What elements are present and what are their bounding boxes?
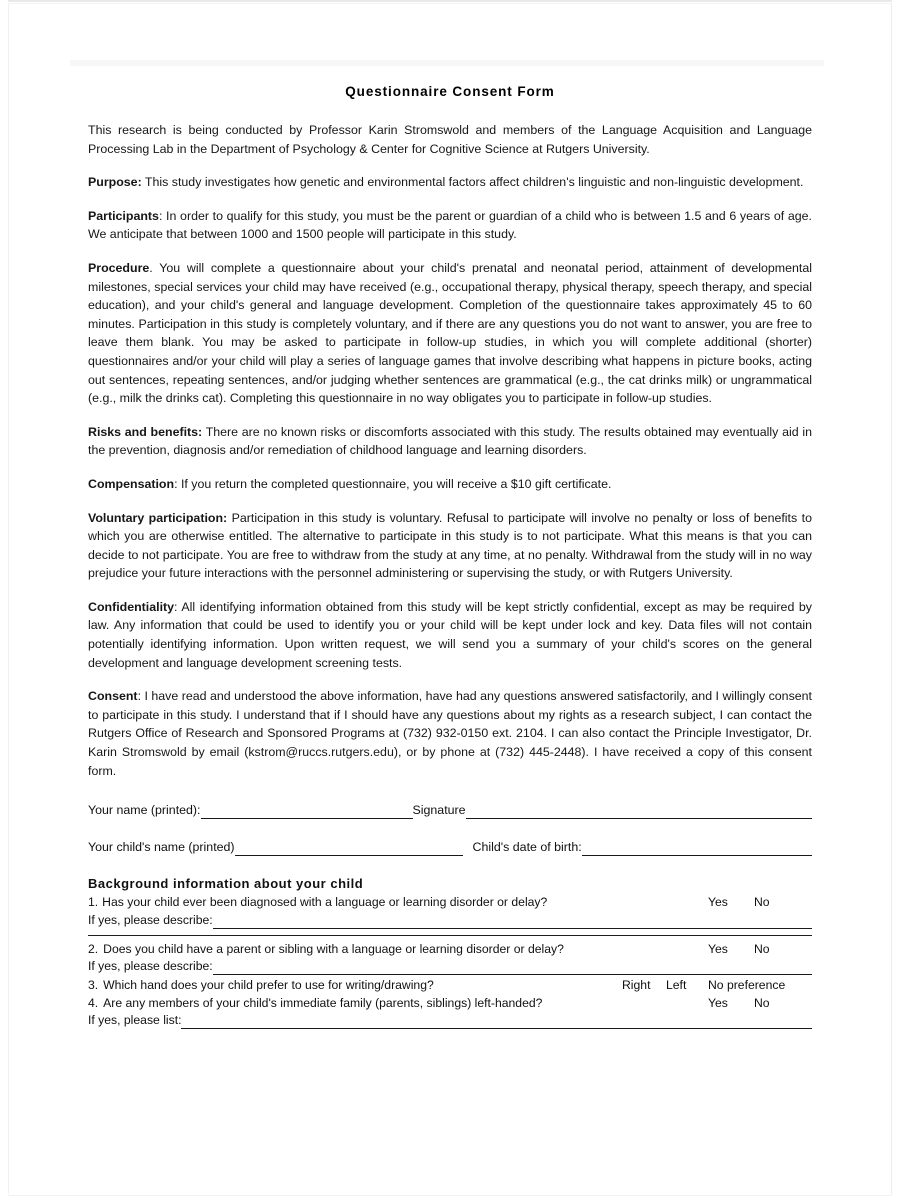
section-compensation-body: : If you return the completed questionnaire, you will receive a $10 gift certificate. [174, 476, 612, 491]
section-compensation-heading: Compensation [88, 476, 175, 491]
question-1 [88, 894, 812, 912]
page-title: Questionnaire Consent Form [345, 84, 555, 99]
question-2-option-yes[interactable]: Yes [708, 941, 728, 956]
section-procedure [88, 259, 812, 408]
background-info-section [88, 876, 812, 1029]
page-border-bottom [8, 1195, 892, 1196]
section-purpose [88, 173, 812, 192]
section-voluntary-participation-heading: Voluntary participation: [88, 510, 228, 525]
child-dob-label: Child's date of birth: [472, 840, 582, 855]
question-1-option-yes[interactable]: Yes [708, 895, 728, 910]
section-purpose-body: This study investigates how genetic and environmental factors affect children's linguistic and non-linguistic development. [141, 175, 804, 190]
section-confidentiality-heading: Confidentiality [88, 599, 175, 614]
section-confidentiality [88, 598, 812, 672]
question-4 [88, 995, 812, 1013]
section-participants [88, 207, 812, 244]
question-3 [88, 977, 812, 995]
question-1-number: 1. [88, 895, 99, 910]
question-4-text: Are any members of your child's immediate family (parents, siblings) left-handed? [103, 995, 543, 1010]
section-voluntary-participation [88, 509, 812, 583]
question-4-number: 4. [88, 995, 99, 1010]
signature-input[interactable] [466, 805, 812, 819]
section-consent-heading: Consent [88, 689, 138, 704]
question-2-text: Does you child have a parent or sibling with a language or learning disorder or delay? [103, 941, 564, 956]
section-risks-benefits-body: There are no known risks or discomforts associated with this study. The results obtained may eventually aid in the prevention, diagnosis and/or remediation of childhood language and learning disorders. [88, 424, 812, 458]
your-name-input[interactable] [201, 805, 413, 819]
question-2-followup-label: If yes, please describe: [88, 959, 213, 974]
your-name-label: Your name (printed): [88, 803, 201, 818]
question-4-option-yes[interactable]: Yes [708, 995, 728, 1010]
signature-row-name [88, 802, 812, 819]
child-dob-input[interactable] [582, 842, 812, 856]
section-voluntary-participation-body: Participation in this study is voluntary. Refusal to participate will involve no penalty or loss of benefits to which you are otherwise entitled. The alternative to participate in this study is to not participate. What this means is that you can decide to not participate. You are free to withdraw from the study at any time, at no penalty. Withdrawal from the study will in no way prejudice your future interactions with the personnel administering or supervising the study, or with Rutgers University. [88, 510, 812, 581]
question-2-followup [88, 958, 812, 975]
question-2-number: 2. [88, 941, 99, 956]
section-confidentiality-body: : All identifying information obtained from this study will be kept strictly confidential, except as may be required by law. Any information that could be used to identify you or your child will be kept under lock and key. Data files will not contain potentially identifying information. Upon written request, we will send you a summary of your child's scores on the general development and language development screening tests. [88, 599, 812, 670]
section-compensation [88, 475, 812, 494]
question-3-option-right[interactable]: Right [622, 978, 651, 993]
question-3-number: 3. [88, 978, 99, 993]
question-2-followup-input[interactable] [213, 962, 812, 975]
question-4-followup-label: If yes, please list: [88, 1013, 182, 1028]
intro-paragraph: This research is being conducted by Professor Karin Stromswold and members of the Language Acquisition and Language Processing Lab in the Department of Psychology & Center for Cognitive Science at Rutgers University. [88, 123, 812, 156]
section-risks-benefits [88, 423, 812, 460]
page-border-top [8, 0, 892, 2]
question-1-followup-input[interactable] [213, 916, 812, 929]
question-1-option-no[interactable]: No [754, 895, 770, 910]
question-3-text: Which hand does your child prefer to use for writing/drawing? [103, 978, 434, 993]
background-info-heading: Background information about your child [88, 876, 364, 892]
question-3-option-no-preference[interactable]: No preference [708, 978, 786, 993]
signature-block [88, 802, 812, 856]
question-2 [88, 941, 812, 959]
page-border-top-secondary [8, 3, 892, 4]
question-1-text: Has your child ever been diagnosed with a language or learning disorder or delay? [102, 895, 548, 910]
section-consent [88, 687, 812, 780]
question-4-followup [88, 1012, 812, 1029]
section-participants-body: : In order to qualify for this study, you must be the parent or guardian of a child who is between 1.5 and 6 years of age. We anticipate that between 1000 and 1500 people will participate in this study. [88, 208, 812, 242]
section-procedure-body: . You will complete a questionnaire about your child's prenatal and neonatal period, attainment of developmental milestones, special services your child may have received (e.g., occupational therapy, physical therapy, speech therapy, and special education), and your child's general and language development. Completion of the questionnaire takes approximately 45 to 60 minutes. Participation in this study is completely voluntary, and if there are any questions you do not want to answer, you are free to leave them blank. You may be asked to participate in follow-up studies, in which you will complete additional (shorter) questionnaires and/or your child will play a series of language games that involve describing what happens in picture books, acting out sentences, repeating sentences, and/or judging whether sentences are grammatical (e.g., the cat drinks milk) or ungrammatical (e.g., milk the drinks cat). Completing this questionnaire in no way obligates you to participate in follow-up studies. [88, 260, 812, 406]
section-procedure-heading: Procedure [88, 260, 150, 275]
question-4-followup-input[interactable] [181, 1016, 812, 1029]
page-border-right [891, 4, 892, 1194]
section-purpose-heading: Purpose: [88, 175, 142, 190]
question-1-followup-label: If yes, please describe: [88, 912, 213, 927]
page-border-left [8, 4, 9, 1194]
header-band [70, 60, 824, 66]
question-2-option-no[interactable]: No [754, 941, 770, 956]
question-3-option-left[interactable]: Left [666, 978, 687, 993]
signature-label: Signature [412, 803, 466, 818]
child-name-label: Your child's name (printed) [88, 840, 235, 855]
child-name-input[interactable] [235, 842, 463, 856]
section-risks-benefits-heading: Risks and benefits: [88, 424, 203, 439]
document-content [88, 84, 812, 1031]
question-4-option-no[interactable]: No [754, 995, 770, 1010]
question-1-followup [88, 912, 812, 929]
section-consent-body: : I have read and understood the above information, have had any questions answered satisfactorily, and I willingly consent to participate in this study. I understand that if I should have any questions about my rights as a research subject, I can contact the Rutgers Office of Research and Sponsored Programs at (732) 932-0150 ext. 2104. I can also contact the Principle Investigator, Dr. Karin Stromswold by email (kstrom@ruccs.rutgers.edu), or by phone at (732) 445-2448). I have received a copy of this consent form. [88, 689, 812, 778]
section-participants-heading: Participants [88, 208, 159, 223]
question-separator-1 [88, 935, 812, 936]
signature-row-child [88, 839, 812, 856]
